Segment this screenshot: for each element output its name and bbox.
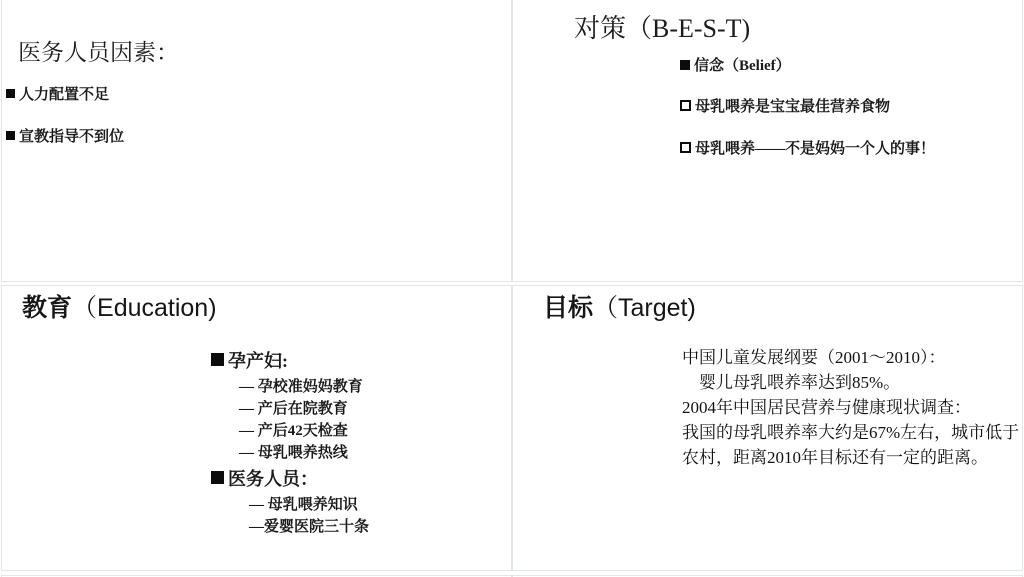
list-item: — 产后42天检查 — [239, 423, 348, 439]
bullet-group — [211, 464, 369, 538]
bullet-item — [6, 86, 109, 105]
paragraph-line: 我国的母乳喂养率大约是67%左右，城市低于 — [682, 423, 1020, 442]
slide-title — [18, 39, 179, 68]
bullet-text: 宣教指导不到位 — [19, 129, 125, 145]
hollow-square-bullet-icon — [680, 142, 691, 153]
slide-title-text: 目标 — [543, 294, 594, 322]
filled-square-bullet-icon — [6, 89, 15, 98]
filled-square-bullet-icon — [211, 353, 224, 366]
list-item: — 产后在院教育 — [239, 401, 348, 417]
slide-thumb-strategy-best[interactable] — [512, 0, 1023, 282]
bullet-text: 母乳喂养是宝宝最佳营养食物 — [695, 99, 891, 115]
bullet-item — [680, 57, 791, 76]
slide-title-suffix: （B-E-S-T) — [626, 14, 751, 43]
paragraph-line: 2004年中国居民营养与健康现状调查： — [682, 398, 971, 417]
slide-title-suffix: （Education) — [72, 294, 217, 322]
bullet-group — [211, 346, 369, 464]
bullet-item — [680, 98, 890, 117]
slide-title — [22, 292, 217, 325]
bullet-item — [680, 140, 935, 159]
filled-square-bullet-icon — [680, 60, 690, 70]
paragraph-line: 中国儿童发展纲要（2001～2010）： — [682, 348, 946, 367]
filled-square-bullet-icon — [211, 471, 224, 484]
slide-title-suffix: （Target) — [593, 294, 696, 322]
bullet-text: 母乳喂养——不是妈妈一个人的事！ — [695, 141, 936, 157]
slide-title-text: 教育 — [22, 294, 73, 322]
paragraph-line: 农村，距离2010年目标还有一定的距离。 — [682, 448, 988, 467]
bullet-text: 信念（Belief） — [694, 58, 791, 74]
list-item: — 孕校准妈妈教育 — [239, 379, 363, 395]
slide-title — [543, 292, 696, 325]
slide-title-text: 对策 — [574, 14, 627, 43]
slide-title-text: 医务人员因素： — [18, 40, 179, 65]
body-paragraph — [682, 345, 1019, 470]
list-item: —爱婴医院三十条 — [249, 519, 370, 535]
list-item: — 母乳喂养知识 — [249, 497, 358, 513]
group-heading — [211, 464, 369, 494]
hollow-square-bullet-icon — [680, 100, 691, 111]
paragraph-line: 婴儿母乳喂养率达到85%。 — [682, 373, 901, 392]
bullet-text: 人力配置不足 — [19, 87, 110, 103]
bullet-item — [6, 128, 124, 147]
group-heading-text: 孕产妇: — [228, 351, 288, 371]
slide-thumb-target[interactable] — [512, 285, 1023, 571]
list-item: — 母乳喂养热线 — [239, 445, 348, 461]
group-heading — [211, 346, 369, 376]
bullet-list — [211, 346, 369, 538]
slide-thumb-medical-staff-factors[interactable] — [1, 0, 512, 282]
slide-thumb-education[interactable] — [1, 285, 512, 571]
group-heading-text: 医务人员： — [228, 469, 318, 489]
slide-title — [574, 13, 750, 46]
filled-square-bullet-icon — [6, 131, 15, 140]
